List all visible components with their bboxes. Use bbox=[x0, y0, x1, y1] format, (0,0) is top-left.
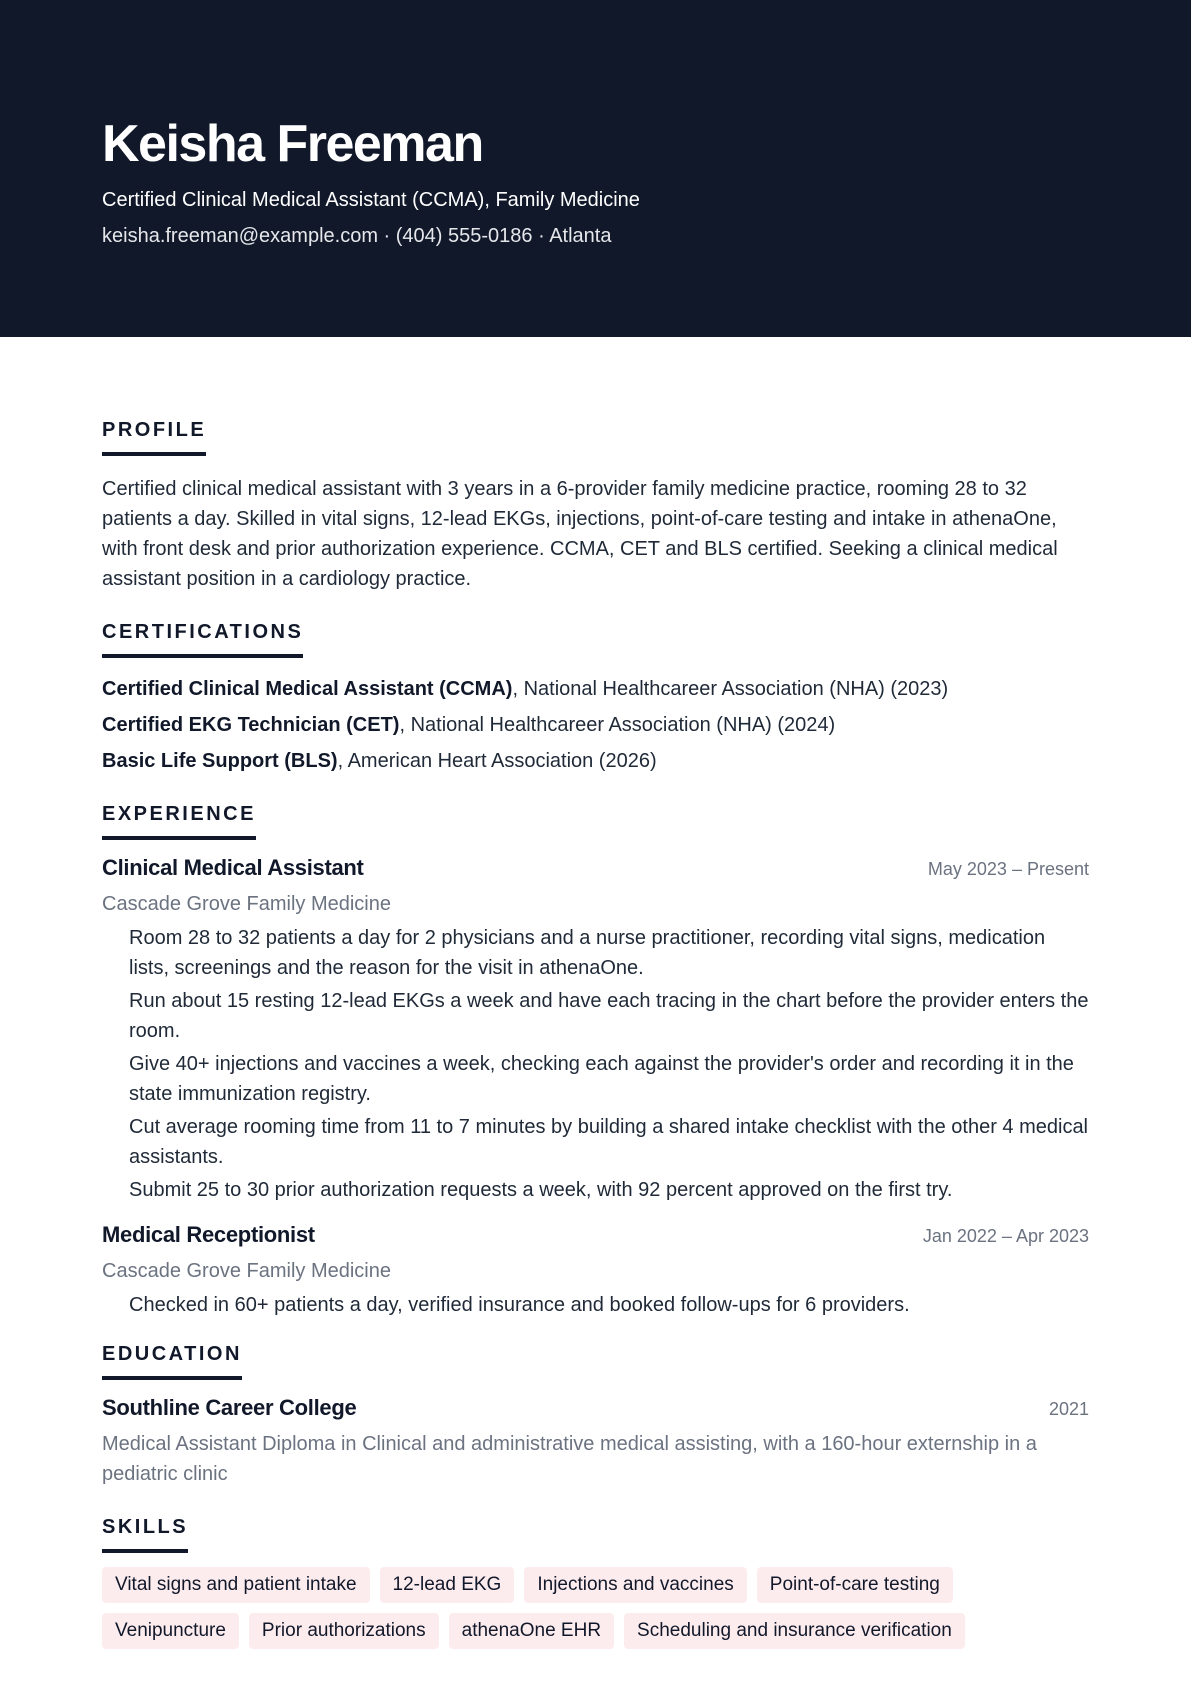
skill-chip: Injections and vaccines bbox=[524, 1567, 746, 1603]
job-header bbox=[102, 1219, 1089, 1252]
skills-section bbox=[102, 1513, 1089, 1649]
certification-item bbox=[102, 674, 1089, 704]
job-bullet: Cut average rooming time from 11 to 7 minutes by building a shared intake checklist with the other 4 medical assistants. bbox=[129, 1116, 1089, 1168]
section-title-education: EDUCATION bbox=[102, 1340, 242, 1380]
section-title-experience: EXPERIENCE bbox=[102, 800, 256, 840]
section-title-skills: SKILLS bbox=[102, 1513, 188, 1553]
job-organization: Cascade Grove Family Medicine bbox=[102, 1260, 391, 1282]
job-title: Clinical Medical Assistant bbox=[102, 855, 364, 880]
job-entry bbox=[102, 1219, 1089, 1320]
certification-item bbox=[102, 710, 1089, 740]
job-organization: Cascade Grove Family Medicine bbox=[102, 893, 391, 915]
certification-detail: , National Healthcareer Association (NHA) (2023) bbox=[512, 678, 949, 700]
certification-name: Certified EKG Technician (CET) bbox=[102, 714, 400, 736]
education-section bbox=[102, 1340, 1089, 1489]
section-title-certifications: CERTIFICATIONS bbox=[102, 618, 303, 658]
job-title: Medical Receptionist bbox=[102, 1222, 315, 1247]
profile-section bbox=[102, 416, 1089, 594]
job-bullet: Give 40+ injections and vaccines a week, checking each against the provider's order and recording it in the state immunization registry. bbox=[129, 1053, 1074, 1105]
job-bullet: Checked in 60+ patients a day, verified insurance and booked follow-ups for 6 providers. bbox=[129, 1294, 910, 1316]
education-entry bbox=[102, 1392, 1089, 1489]
experience-section bbox=[102, 800, 1089, 1320]
education-detail: Medical Assistant Diploma in Clinical and administrative medical assisting, with a 160-hour externship in a pediatric clinic bbox=[102, 1433, 1037, 1485]
resume-body bbox=[102, 416, 1089, 1649]
candidate-headline: Certified Clinical Medical Assistant (CCMA), Family Medicine bbox=[102, 189, 640, 211]
section-title-profile: PROFILE bbox=[102, 416, 206, 456]
certification-detail: , American Heart Association (2026) bbox=[337, 750, 657, 772]
skill-chip: Scheduling and insurance verification bbox=[624, 1613, 965, 1649]
skill-chip: Point-of-care testing bbox=[757, 1567, 953, 1603]
job-bullet: Room 28 to 32 patients a day for 2 physicians and a nurse practitioner, recording vital signs, medication lists, screenings and the reason for the visit in athenaOne. bbox=[129, 927, 1046, 979]
certification-name: Basic Life Support (BLS) bbox=[102, 750, 338, 772]
contact-line: keisha.freeman@example.com · (404) 555-0186 · Atlanta bbox=[102, 225, 612, 247]
job-header bbox=[102, 852, 1089, 885]
certification-detail: , National Healthcareer Association (NHA) (2024) bbox=[399, 714, 836, 736]
education-header bbox=[102, 1392, 1089, 1425]
job-bullets bbox=[102, 1290, 1089, 1320]
profile-summary: Certified clinical medical assistant with 3 years in a 6-provider family medicine practice, rooming 28 to 32 patients a day. Skilled in vital signs, 12-lead EKGs, injections, point-of-care testing and intake in athenaOne, with front desk and prior authorization experience. CCMA, CET and BLS certified. Seeking a clinical medical assistant position in a cardiology practice. bbox=[102, 478, 1058, 590]
skill-chip: Venipuncture bbox=[102, 1613, 239, 1649]
skill-chip: athenaOne EHR bbox=[449, 1613, 614, 1649]
certification-name: Certified Clinical Medical Assistant (CCMA) bbox=[102, 678, 513, 700]
skill-chips bbox=[102, 1567, 1002, 1649]
candidate-name: Keisha Freeman bbox=[102, 115, 483, 173]
skill-chip: Prior authorizations bbox=[249, 1613, 439, 1649]
school-name: Southline Career College bbox=[102, 1395, 357, 1420]
certifications-section bbox=[102, 618, 1089, 776]
job-dates: May 2023 – Present bbox=[927, 859, 1089, 879]
job-dates: Jan 2022 – Apr 2023 bbox=[922, 1226, 1089, 1246]
skill-chip: Vital signs and patient intake bbox=[102, 1567, 370, 1603]
skill-chip: 12-lead EKG bbox=[380, 1567, 515, 1603]
certification-list bbox=[102, 674, 1089, 776]
job-bullets bbox=[102, 923, 1089, 1205]
job-bullet: Submit 25 to 30 prior authorization requests a week, with 92 percent approved on the first try. bbox=[129, 1179, 953, 1201]
job-entry bbox=[102, 852, 1089, 1205]
resume-header bbox=[0, 0, 1191, 337]
graduation-year: 2021 bbox=[1048, 1399, 1089, 1419]
certification-item bbox=[102, 746, 1089, 776]
job-bullet: Run about 15 resting 12-lead EKGs a week and have each tracing in the chart before the provider enters the room. bbox=[129, 990, 1089, 1042]
